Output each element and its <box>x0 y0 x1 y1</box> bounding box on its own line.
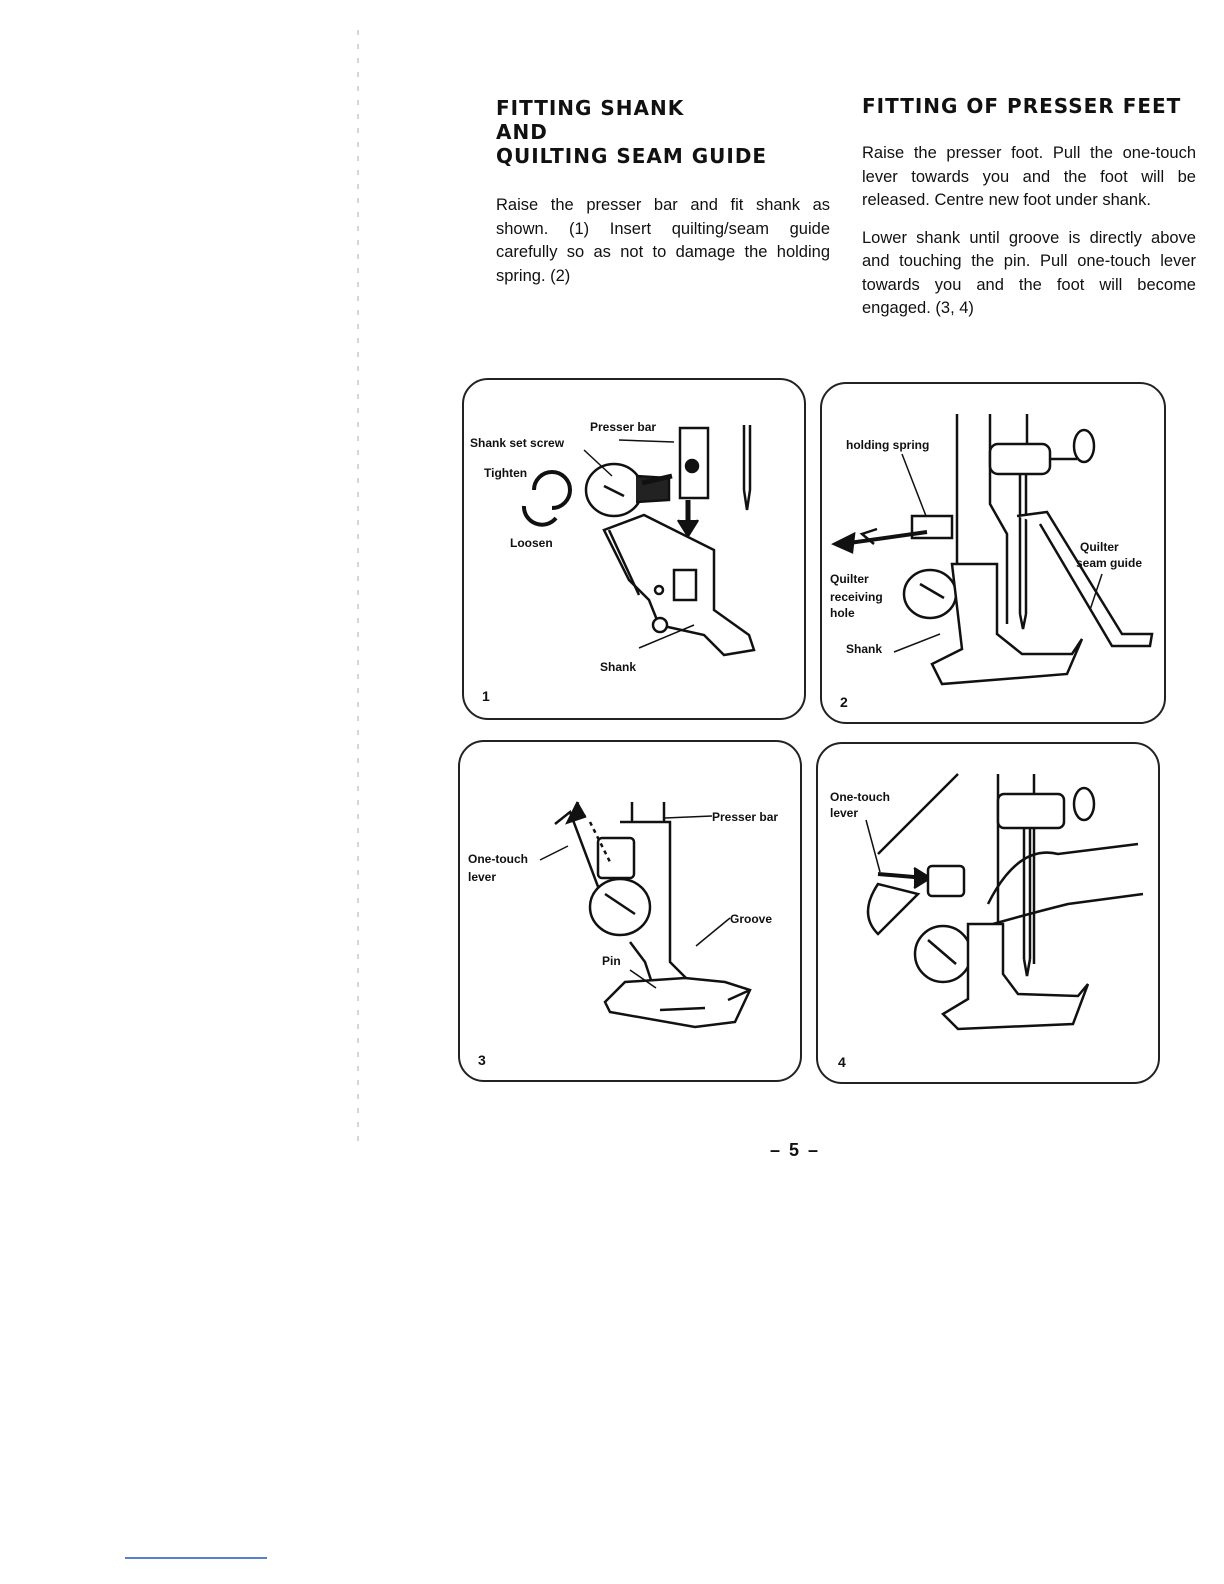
fig2-holding-spring-label: holding spring <box>846 438 930 452</box>
figure-4-panel <box>816 742 1160 1084</box>
fig1-tighten-label: Tighten <box>484 466 528 480</box>
right-section-paragraph-2: Lower shank until groove is directly above and touching the pin. Pull one-touch lever towards you and the foot will become engaged. (3, 4) <box>862 228 1196 317</box>
right-section-paragraph-1: Raise the presser foot. Pull the one-touch lever towards you and the foot will be released. Centre new foot under shank. <box>862 144 1196 209</box>
left-title-line-3: QUILTING SEAM GUIDE <box>496 144 768 168</box>
fig2-quilter-receiving-hole-label-3: hole <box>830 606 855 620</box>
scan-margin-dots <box>357 30 359 1150</box>
figure-4-number: 4 <box>838 1054 846 1070</box>
figure-1-panel <box>462 378 806 720</box>
figure-3-illustration <box>460 742 800 1080</box>
fig3-pin-label: Pin <box>602 954 621 968</box>
fig2-quilter-seam-guide-label-2: seam guide <box>1076 556 1143 570</box>
fig2-quilter-receiving-hole-label-1: Quilter <box>830 572 869 586</box>
left-section-title <box>496 96 830 168</box>
fig3-one-touch-lever-label-2: lever <box>468 870 497 884</box>
fig1-presser-bar-label: Presser bar <box>590 420 657 434</box>
left-section <box>496 96 830 288</box>
figure-2-number: 2 <box>840 694 848 710</box>
fig1-shank-label: Shank <box>600 660 637 674</box>
fig3-groove-label: Groove <box>730 912 773 926</box>
fig4-one-touch-lever-label-2: lever <box>830 806 859 820</box>
right-section <box>862 94 1196 321</box>
fig2-quilter-receiving-hole-label-2: receiving <box>830 590 883 604</box>
fig1-loosen-label: Loosen <box>510 536 553 550</box>
figure-1-number: 1 <box>482 688 490 704</box>
fig3-presser-bar-label: Presser bar <box>712 810 779 824</box>
left-title-line-2: AND <box>496 120 548 144</box>
fig3-one-touch-lever-label-1: One-touch <box>468 852 528 866</box>
left-section-paragraph: Raise the presser bar and fit shank as shown. (1) Insert quilting/seam guide carefully so as not to damage the holding spring. (2) <box>496 196 830 285</box>
fig2-shank-label: Shank <box>846 642 883 656</box>
left-title-line-1: FITTING SHANK <box>496 96 685 120</box>
right-section-title: FITTING OF PRESSER FEET <box>862 94 1182 118</box>
figure-3-number: 3 <box>478 1052 486 1068</box>
page-number: – 5 – <box>769 1140 821 1160</box>
fig1-shank-set-screw-label: Shank set screw <box>470 436 565 450</box>
bottom-rule <box>125 1557 267 1559</box>
figure-2-panel <box>820 382 1166 724</box>
fig2-quilter-seam-guide-label-1: Quilter <box>1080 540 1119 554</box>
fig4-one-touch-lever-label-1: One-touch <box>830 790 890 804</box>
figure-3-panel <box>458 740 802 1082</box>
